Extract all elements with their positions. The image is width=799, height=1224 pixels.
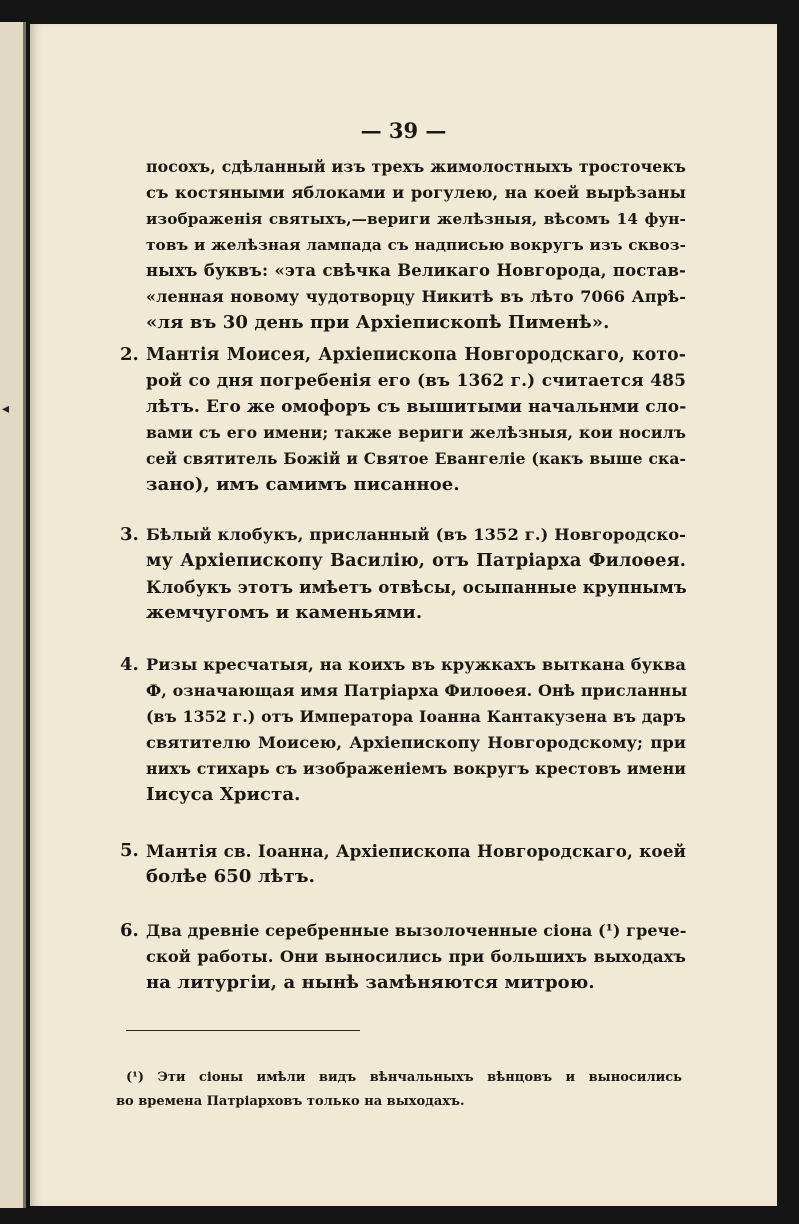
text-line: нихъ стихарь съ изображеніемъ вокругъ крестовъ имени bbox=[146, 759, 686, 778]
text-line: ныхъ буквъ: «эта свѣчка Великаго Новгорода, постав- bbox=[146, 261, 686, 280]
text-line: Ризы кресчатыя, на коихъ въ кружкахъ выткана буква bbox=[146, 655, 686, 674]
page-number: — 39 — bbox=[360, 118, 447, 143]
text-line: ской работы. Они выносились при большихъ выходахъ bbox=[146, 947, 686, 966]
intro-paragraph bbox=[146, 154, 686, 336]
item-number: 4. bbox=[120, 654, 139, 675]
item-number: 2. bbox=[120, 344, 139, 365]
item-number: 5. bbox=[120, 840, 139, 861]
footnote-rule bbox=[126, 1030, 360, 1031]
text-line: сей святитель Божій и Святое Евангеліе (какъ выше ска- bbox=[146, 449, 686, 468]
item-text bbox=[146, 838, 686, 890]
text-line: Два древніе серебренные вызолоченные сіона (¹) грече- bbox=[146, 921, 687, 940]
item-text bbox=[146, 342, 686, 498]
text-line: Мантія Моисея, Архіепископа Новгородскаго, кото- bbox=[146, 345, 686, 365]
text-line: вами съ его имени; также вериги желѣзныя, кои носилъ bbox=[146, 423, 686, 442]
previous-page-edge bbox=[0, 22, 26, 1208]
text-line: «ленная новому чудотворцу Никитѣ въ лѣто 7066 Апрѣ- bbox=[146, 287, 686, 306]
text-line: товъ и желѣзная лампада съ надписью вокругъ изъ сквоз- bbox=[146, 236, 686, 254]
book-page bbox=[30, 24, 777, 1206]
text-line: святителю Моисею, Архіепископу Новгородскому; при bbox=[146, 733, 686, 752]
text-line: зано), имъ самимъ писанное. bbox=[146, 474, 460, 495]
text-line: «ля въ 30 день при Архіепископѣ Пименѣ». bbox=[146, 312, 610, 333]
text-line: Ф, означающая имя Патріарха Филоѳея. Онѣ присланны bbox=[146, 681, 688, 700]
text-line: му Архіепископу Василію, отъ Патріарха Филоѳея. bbox=[146, 550, 686, 571]
text-line: изображенія святыхъ,—вериги желѣзныя, вѣсомъ 14 фун- bbox=[146, 210, 686, 228]
text-line: съ костяными яблоками и рогулею, на коей вырѣзаны bbox=[146, 183, 686, 202]
item-number: 3. bbox=[120, 524, 139, 545]
footnote-line: во времена Патріарховъ только на выходахъ. bbox=[116, 1094, 465, 1109]
item-text bbox=[146, 522, 686, 626]
margin-mark: ◂ bbox=[2, 401, 10, 417]
text-line: Клобукъ этотъ имѣетъ отвѣсы, осыпанные крупнымъ bbox=[146, 577, 687, 597]
text-line: рой со дня погребенія его (въ 1362 г.) считается 485 bbox=[146, 371, 686, 391]
text-line: на литургіи, а нынѣ замѣняются митрою. bbox=[146, 972, 595, 993]
text-line: лѣтъ. Его же омофоръ съ вышитыми начальнми сло- bbox=[146, 397, 687, 417]
page-gutter bbox=[23, 22, 26, 1208]
item-text bbox=[146, 918, 686, 996]
text-line: болѣе 650 лѣтъ. bbox=[146, 866, 315, 887]
text-line: Іисуса Христа. bbox=[146, 784, 301, 805]
item-text bbox=[146, 652, 686, 808]
footnote bbox=[116, 1066, 682, 1114]
footnote-line: (¹) Эти сіоны имѣли видъ вѣнчальныхъ вѣнцовъ и выносились bbox=[126, 1070, 682, 1085]
item-number: 6. bbox=[120, 920, 139, 941]
text-line: Бѣлый клобукъ, присланный (въ 1352 г.) Новгородско- bbox=[146, 525, 686, 544]
text-line: жемчугомъ и каменьями. bbox=[146, 602, 423, 623]
text-line: посохъ, сдѣланный изъ трехъ жимолостныхъ тросточекъ bbox=[146, 157, 686, 176]
text-line: Мантія св. Іоанна, Архіепископа Новгородскаго, коей bbox=[146, 841, 686, 861]
text-line: (въ 1352 г.) отъ Императора Іоанна Кантакузена въ даръ bbox=[146, 707, 686, 726]
